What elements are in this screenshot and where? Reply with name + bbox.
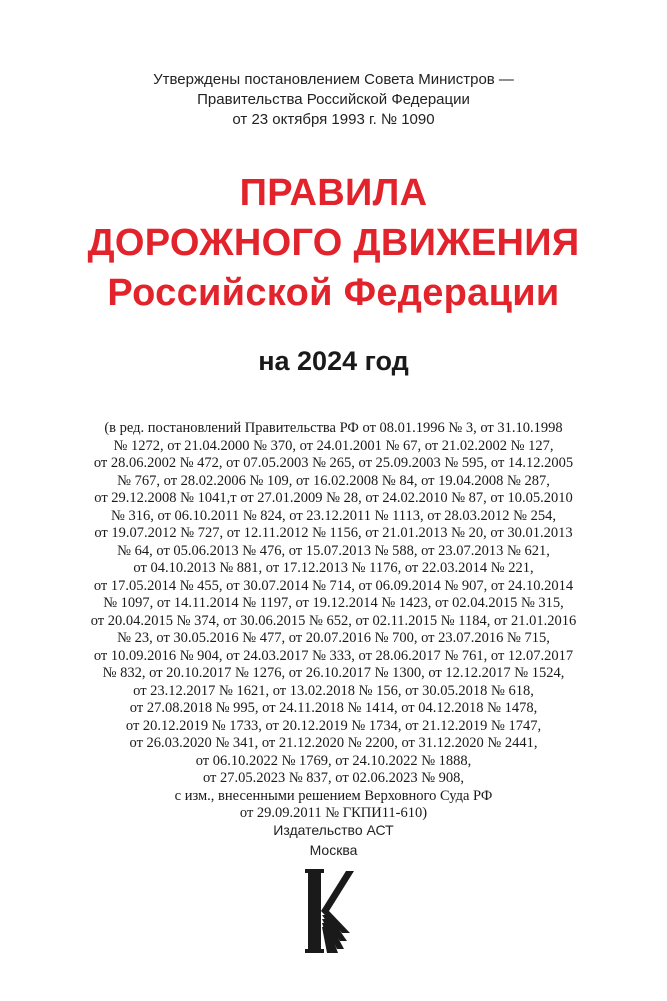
amendment-line: от 29.12.2008 № 1041,т от 27.01.2009 № 28, от 24.02.2010 № 87, от 10.05.2010 — [94, 490, 573, 506]
approval-line: Правительства Российской Федерации — [197, 91, 470, 108]
amendment-line: от 10.09.2016 № 904, от 24.03.2017 № 333, от 28.06.2017 № 761, от 12.07.2017 — [93, 647, 574, 664]
amendment-line: от 19.07.2012 № 727, от 12.11.2012 № 1156, от 21.01.2013 № 20, от 30.01.2013 — [94, 525, 573, 541]
amendment-line: № 1272, от 21.04.2000 № 370, от 24.01.2001 № 67, от 21.02.2002 № 127, — [113, 437, 554, 454]
amendment-line: (в ред. постановлений Правительства РФ от 08.01.1996 № 3, от 31.10.1998 — [104, 420, 563, 436]
publisher-name: Издательство АСТ — [273, 822, 394, 838]
amendment-line: № 316, от 06.10.2011 № 824, от 23.12.2011 № 1113, от 28.03.2012 № 254, — [111, 507, 556, 524]
amendment-line: от 04.10.2013 № 881, от 17.12.2013 № 1176, от 22.03.2014 № 221, — [133, 560, 534, 576]
amendment-line: от 27.08.2018 № 995, от 24.11.2018 № 1414, от 04.12.2018 № 1478, — [129, 700, 538, 716]
approval-line: от 23 октября 1993 г. № 1090 — [232, 111, 435, 128]
amendment-line: № 767, от 28.02.2006 № 109, от 16.02.2008 № 84, от 19.04.2008 № 287, — [117, 472, 550, 489]
amendment-line: от 17.05.2014 № 455, от 30.07.2014 № 714, от 06.09.2014 № 907, от 24.10.2014 — [93, 577, 574, 594]
amendment-line: от 27.05.2023 № 837, от 02.06.2023 № 908, — [202, 770, 465, 786]
edition-year: на 2024 год — [258, 346, 409, 376]
amendment-line: № 1097, от 14.11.2014 № 1197, от 19.12.2014 № 1423, от 02.04.2015 № 315, — [103, 595, 564, 611]
amendment-line: от 29.09.2011 № ГКПИ11-610) — [239, 805, 428, 821]
approval-line: Утверждены постановлением Совета Министров — — [153, 71, 514, 88]
publisher-info — [0, 820, 667, 860]
amendment-line: от 06.10.2022 № 1769, от 24.10.2022 № 1888, — [195, 752, 472, 769]
amendments-list — [0, 420, 667, 823]
title-line: ПРАВИЛА — [239, 172, 428, 214]
amendment-line: от 20.12.2019 № 1733, от 20.12.2019 № 1734, от 21.12.2019 № 1747, — [125, 717, 542, 734]
amendment-line: № 832, от 20.10.2017 № 1276, от 26.10.2017 № 1300, от 12.12.2017 № 1524, — [102, 665, 565, 681]
publisher-city: Москва — [309, 842, 358, 858]
amendment-line: от 28.06.2002 № 472, от 07.05.2003 № 265, от 25.09.2003 № 595, от 14.12.2005 — [93, 455, 574, 471]
amendment-line: от 26.03.2020 № 341, от 21.12.2020 № 2200, от 31.12.2020 № 2441, — [129, 735, 538, 751]
title-line: ДОРОЖНОГО ДВИЖЕНИЯ — [87, 222, 580, 264]
approval-note — [0, 70, 667, 130]
title-line: Российской Федерации — [107, 272, 560, 314]
amendment-line: от 20.04.2015 № 374, от 30.06.2015 № 652, от 02.11.2015 № 1184, от 21.01.2016 — [90, 612, 577, 629]
amendment-line: с изм., внесенными решением Верховного Суда РФ — [174, 787, 493, 804]
amendment-line: № 64, от 05.06.2013 № 476, от 15.07.2013 № 588, от 23.07.2013 № 621, — [117, 542, 550, 559]
ast-publisher-logo-icon — [304, 867, 356, 955]
amendment-line: № 23, от 30.05.2016 № 477, от 20.07.2016 № 700, от 23.07.2016 № 715, — [117, 630, 550, 646]
document-title — [0, 168, 667, 318]
amendment-line: от 23.12.2017 № 1621, от 13.02.2018 № 156, от 30.05.2018 № 618, — [133, 682, 534, 699]
